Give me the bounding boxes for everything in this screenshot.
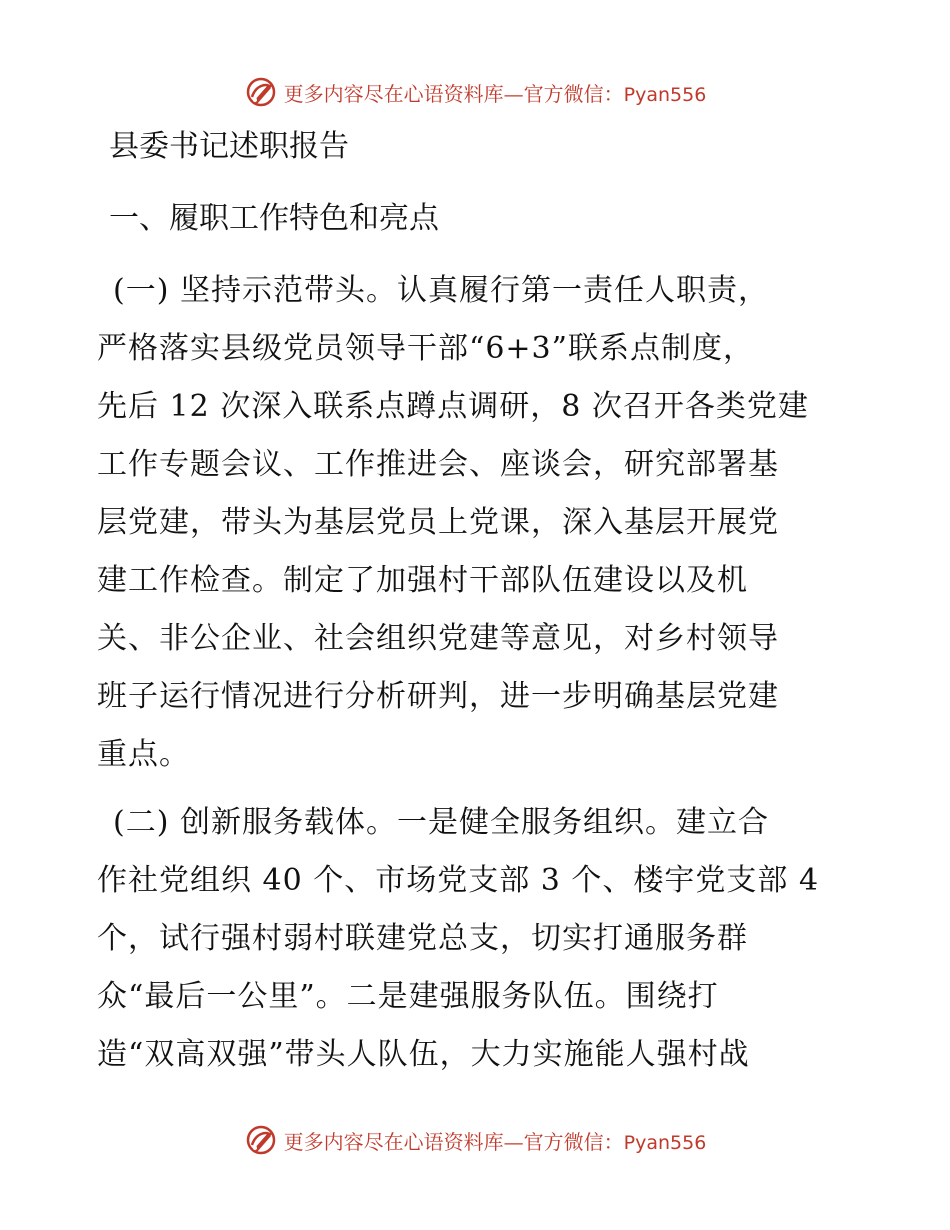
- paragraph-line: (二) 创新服务载体。一是健全服务组织。建立合: [113, 805, 769, 840]
- paragraph-line: 层党建，带头为基层党员上党课，深入基层开展党: [97, 505, 779, 540]
- pen-logo-icon: [244, 75, 278, 109]
- paragraph-line: 众“最后一公里”。二是建强服务队伍。围绕打: [97, 979, 719, 1014]
- paragraph-line: 重点。: [97, 737, 190, 772]
- paragraph-line: 个，试行强村弱村联建党总支，切实打通服务群: [97, 921, 748, 956]
- paragraph-2: [97, 794, 857, 1084]
- wechat-id: Pyan556: [623, 1131, 707, 1154]
- watermark-text: 更多内容尽在心语资料库—官方微信：Pyan556: [283, 81, 707, 106]
- wechat-id: Pyan556: [623, 83, 707, 106]
- paragraph-line: 关、非公企业、社会组织党建等意见，对乡村领导: [97, 621, 779, 656]
- footer-watermark: [0, 1120, 950, 1160]
- paragraph-line: 建工作检查。制定了加强村干部队伍建设以及机: [97, 563, 748, 598]
- document-body: [97, 118, 857, 1094]
- document-title: 县委书记述职报告: [109, 129, 349, 164]
- watermark-group: [244, 1123, 707, 1157]
- pen-logo-icon: [244, 1123, 278, 1157]
- paragraph-line: 先后 12 次深入联系点蹲点调研，8 次召开各类党建: [97, 389, 809, 424]
- paragraph-line: 工作专题会议、工作推进会、座谈会，研究部署基: [97, 447, 779, 482]
- watermark-text: 更多内容尽在心语资料库—官方微信：Pyan556: [283, 1129, 707, 1154]
- paragraph-line: 严格落实县级党员领导干部“6+3”联系点制度，: [97, 331, 754, 366]
- watermark-group: [244, 75, 707, 109]
- paragraph-line: 班子运行情况进行分析研判，进一步明确基层党建: [97, 679, 779, 714]
- paragraph-1: [97, 262, 857, 784]
- paragraph-line: 作社党组织 40 个、市场党支部 3 个、楼宇党支部 4: [97, 863, 820, 898]
- paragraph-line: 造“双高双强”带头人队伍，大力实施能人强村战: [97, 1037, 750, 1072]
- paragraph-line: (一) 坚持示范带头。认真履行第一责任人职责，: [113, 273, 769, 308]
- header-watermark: [0, 72, 950, 112]
- section-heading: 一、履职工作特色和亮点: [109, 201, 439, 236]
